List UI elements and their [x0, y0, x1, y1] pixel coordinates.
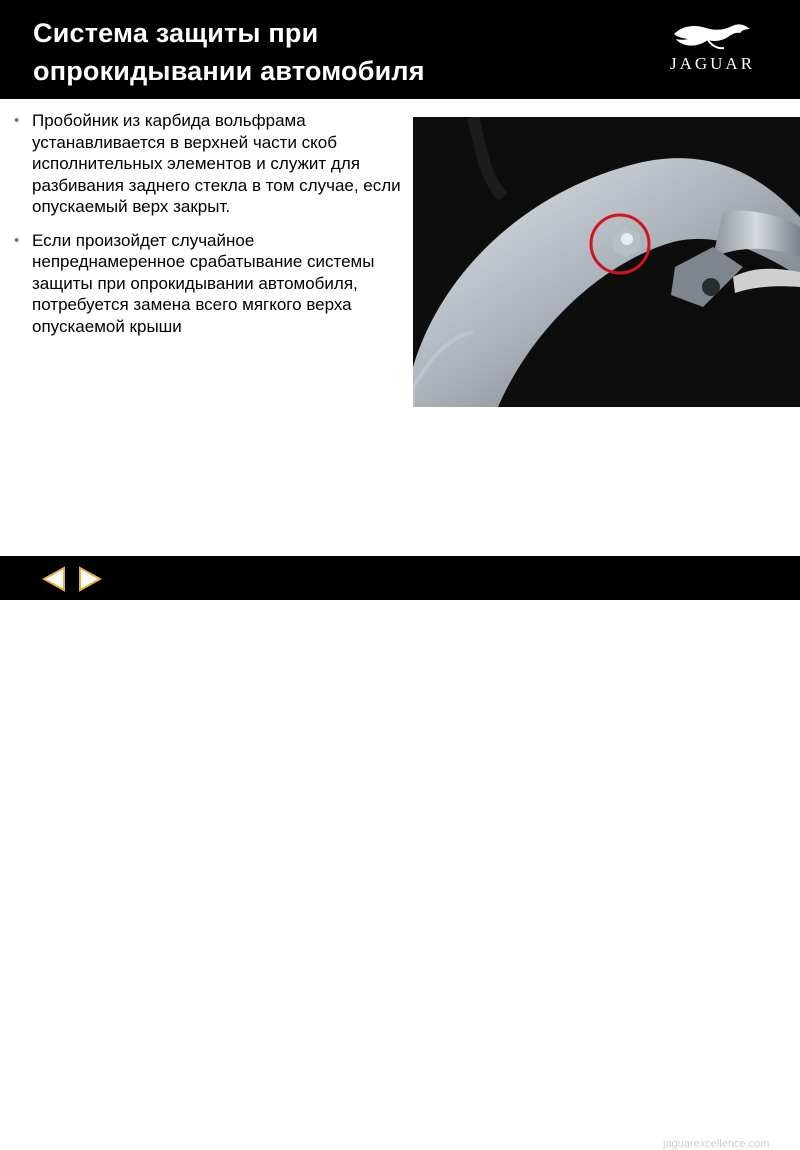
footer-bar [0, 556, 800, 1150]
site-label: jaguarexcellence.com [663, 1138, 770, 1150]
academy-label: ACADEMY [663, 1118, 741, 1135]
brand-wordmark: JAGUAR [669, 54, 756, 73]
bullet-dot-icon: • [14, 231, 20, 249]
title-bar [0, 0, 800, 99]
jaguar-leaper-logo [672, 20, 754, 52]
slide-title [33, 14, 613, 90]
slide-title-line-1: Система защиты при [33, 18, 319, 48]
bullet-text-1: Пробойник из карбида вольфрама устанавливается в верхней части скоб исполнительных элементов и служит для разбивания заднего стекла в том случае, если опускаемый верх закрыт. [32, 111, 401, 216]
bullet-list [14, 110, 406, 349]
bullet-dot-icon: • [14, 112, 20, 129]
photo-illustration [413, 117, 800, 407]
triangle-left-icon [40, 566, 68, 592]
next-slide-button[interactable] [76, 566, 104, 592]
bullet-text-2: Если произойдет случайное непреднамеренное срабатывание системы защиты при опрокидывании автомобиля, потребуется замена всего мягкого верха опускаемой крыши [32, 230, 375, 336]
slide-title-line-2: опрокидывании автомобиля [33, 56, 425, 86]
bullet-item-1 [14, 110, 406, 218]
triangle-right-icon [76, 566, 104, 592]
bullet-item-2 [14, 230, 406, 338]
rollover-bar-photo [413, 117, 800, 407]
jaguar-brand [660, 20, 765, 80]
prev-slide-button[interactable] [40, 566, 68, 592]
